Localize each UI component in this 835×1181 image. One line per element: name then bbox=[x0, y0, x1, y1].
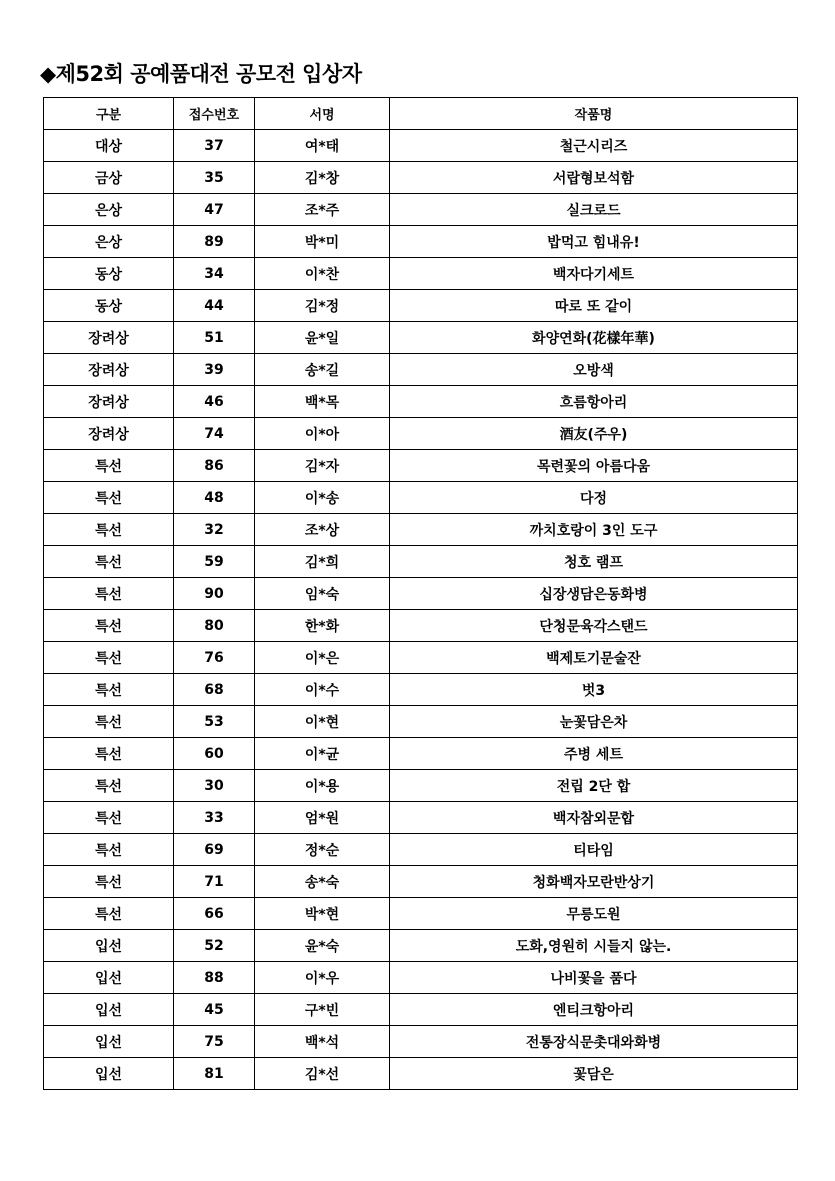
table-row bbox=[44, 1058, 798, 1090]
table-row bbox=[44, 578, 798, 610]
cell-work: 백자참외문합 bbox=[390, 802, 798, 834]
cell-work: 십장생담은동화병 bbox=[390, 578, 798, 610]
cell-number: 52 bbox=[174, 930, 255, 962]
cell-number: 37 bbox=[174, 130, 255, 162]
cell-category: 장려상 bbox=[44, 386, 174, 418]
table-row bbox=[44, 354, 798, 386]
cell-category: 입선 bbox=[44, 994, 174, 1026]
cell-work: 밥먹고 힘내유! bbox=[390, 226, 798, 258]
header-work: 작품명 bbox=[390, 98, 798, 130]
table-row bbox=[44, 546, 798, 578]
cell-work: 전립 2단 합 bbox=[390, 770, 798, 802]
cell-work: 까치호랑이 3인 도구 bbox=[390, 514, 798, 546]
cell-name: 임*숙 bbox=[255, 578, 390, 610]
cell-number: 59 bbox=[174, 546, 255, 578]
cell-number: 74 bbox=[174, 418, 255, 450]
cell-category: 은상 bbox=[44, 226, 174, 258]
cell-number: 81 bbox=[174, 1058, 255, 1090]
cell-number: 60 bbox=[174, 738, 255, 770]
cell-category: 장려상 bbox=[44, 354, 174, 386]
cell-work: 티타임 bbox=[390, 834, 798, 866]
cell-number: 51 bbox=[174, 322, 255, 354]
cell-name: 이*찬 bbox=[255, 258, 390, 290]
cell-work: 서랍형보석함 bbox=[390, 162, 798, 194]
cell-work: 청화백자모란반상기 bbox=[390, 866, 798, 898]
cell-name: 윤*숙 bbox=[255, 930, 390, 962]
cell-name: 박*미 bbox=[255, 226, 390, 258]
table-row bbox=[44, 290, 798, 322]
cell-name: 송*숙 bbox=[255, 866, 390, 898]
cell-category: 특선 bbox=[44, 578, 174, 610]
cell-name: 엄*원 bbox=[255, 802, 390, 834]
cell-number: 71 bbox=[174, 866, 255, 898]
cell-category: 금상 bbox=[44, 162, 174, 194]
cell-name: 김*희 bbox=[255, 546, 390, 578]
header-row bbox=[44, 98, 798, 130]
cell-name: 여*태 bbox=[255, 130, 390, 162]
cell-work: 주병 세트 bbox=[390, 738, 798, 770]
cell-name: 이*은 bbox=[255, 642, 390, 674]
cell-work: 단청문육각스탠드 bbox=[390, 610, 798, 642]
table-row bbox=[44, 930, 798, 962]
header-name: 서명 bbox=[255, 98, 390, 130]
cell-name: 이*균 bbox=[255, 738, 390, 770]
cell-number: 88 bbox=[174, 962, 255, 994]
cell-name: 이*아 bbox=[255, 418, 390, 450]
cell-work: 무릉도원 bbox=[390, 898, 798, 930]
cell-number: 69 bbox=[174, 834, 255, 866]
table-row bbox=[44, 610, 798, 642]
cell-work: 전통장식문촛대와화병 bbox=[390, 1026, 798, 1058]
table-row bbox=[44, 258, 798, 290]
cell-name: 김*정 bbox=[255, 290, 390, 322]
cell-number: 33 bbox=[174, 802, 255, 834]
cell-work: 따로 또 같이 bbox=[390, 290, 798, 322]
cell-name: 이*우 bbox=[255, 962, 390, 994]
cell-category: 특선 bbox=[44, 802, 174, 834]
table-row bbox=[44, 194, 798, 226]
cell-work: 도화,영원히 시들지 않는. bbox=[390, 930, 798, 962]
cell-number: 30 bbox=[174, 770, 255, 802]
table-row bbox=[44, 962, 798, 994]
table-row bbox=[44, 770, 798, 802]
cell-name: 이*용 bbox=[255, 770, 390, 802]
cell-category: 장려상 bbox=[44, 322, 174, 354]
cell-work: 철근시리즈 bbox=[390, 130, 798, 162]
cell-work: 나비꽃을 품다 bbox=[390, 962, 798, 994]
cell-name: 김*자 bbox=[255, 450, 390, 482]
cell-work: 백자다기세트 bbox=[390, 258, 798, 290]
cell-number: 48 bbox=[174, 482, 255, 514]
cell-number: 32 bbox=[174, 514, 255, 546]
cell-category: 입선 bbox=[44, 1026, 174, 1058]
cell-category: 특선 bbox=[44, 546, 174, 578]
cell-work: 목련꽃의 아름다움 bbox=[390, 450, 798, 482]
table-row bbox=[44, 482, 798, 514]
cell-name: 김*선 bbox=[255, 1058, 390, 1090]
cell-category: 은상 bbox=[44, 194, 174, 226]
cell-number: 90 bbox=[174, 578, 255, 610]
cell-category: 특선 bbox=[44, 770, 174, 802]
cell-work: 꽃담은 bbox=[390, 1058, 798, 1090]
table-row bbox=[44, 898, 798, 930]
table-row bbox=[44, 706, 798, 738]
cell-number: 45 bbox=[174, 994, 255, 1026]
cell-name: 이*송 bbox=[255, 482, 390, 514]
table-row bbox=[44, 162, 798, 194]
table-row bbox=[44, 418, 798, 450]
cell-category: 특선 bbox=[44, 706, 174, 738]
header-number: 접수번호 bbox=[174, 98, 255, 130]
table-row bbox=[44, 642, 798, 674]
cell-category: 장려상 bbox=[44, 418, 174, 450]
cell-category: 입선 bbox=[44, 930, 174, 962]
table-header bbox=[44, 98, 798, 130]
cell-number: 76 bbox=[174, 642, 255, 674]
cell-number: 80 bbox=[174, 610, 255, 642]
cell-name: 이*현 bbox=[255, 706, 390, 738]
cell-category: 동상 bbox=[44, 290, 174, 322]
table-row bbox=[44, 866, 798, 898]
cell-category: 동상 bbox=[44, 258, 174, 290]
winners-table bbox=[43, 97, 798, 1090]
cell-number: 44 bbox=[174, 290, 255, 322]
table-row bbox=[44, 738, 798, 770]
cell-category: 특선 bbox=[44, 482, 174, 514]
cell-work: 실크로드 bbox=[390, 194, 798, 226]
cell-number: 34 bbox=[174, 258, 255, 290]
cell-work: 벗3 bbox=[390, 674, 798, 706]
cell-category: 특선 bbox=[44, 898, 174, 930]
page-title: ◆제52회 공예품대전 공모전 입상자 bbox=[40, 62, 362, 86]
cell-name: 정*순 bbox=[255, 834, 390, 866]
cell-work: 백제토기문술잔 bbox=[390, 642, 798, 674]
cell-number: 86 bbox=[174, 450, 255, 482]
cell-number: 46 bbox=[174, 386, 255, 418]
cell-name: 윤*일 bbox=[255, 322, 390, 354]
cell-work: 엔티크항아리 bbox=[390, 994, 798, 1026]
cell-number: 47 bbox=[174, 194, 255, 226]
cell-work: 酒友(주우) bbox=[390, 418, 798, 450]
cell-name: 조*주 bbox=[255, 194, 390, 226]
cell-number: 66 bbox=[174, 898, 255, 930]
table-row bbox=[44, 1026, 798, 1058]
cell-work: 흐름항아리 bbox=[390, 386, 798, 418]
cell-work: 화양연화(花樣年華) bbox=[390, 322, 798, 354]
cell-category: 특선 bbox=[44, 738, 174, 770]
table-row bbox=[44, 450, 798, 482]
cell-name: 한*화 bbox=[255, 610, 390, 642]
cell-work: 눈꽃담은차 bbox=[390, 706, 798, 738]
cell-category: 대상 bbox=[44, 130, 174, 162]
cell-work: 다정 bbox=[390, 482, 798, 514]
table-row bbox=[44, 130, 798, 162]
cell-name: 구*빈 bbox=[255, 994, 390, 1026]
cell-number: 89 bbox=[174, 226, 255, 258]
cell-category: 특선 bbox=[44, 834, 174, 866]
cell-name: 김*창 bbox=[255, 162, 390, 194]
cell-category: 특선 bbox=[44, 450, 174, 482]
header-category: 구분 bbox=[44, 98, 174, 130]
table-row bbox=[44, 674, 798, 706]
cell-category: 입선 bbox=[44, 1058, 174, 1090]
table-row bbox=[44, 322, 798, 354]
table-body bbox=[44, 130, 798, 1090]
cell-category: 특선 bbox=[44, 514, 174, 546]
cell-name: 백*목 bbox=[255, 386, 390, 418]
cell-category: 입선 bbox=[44, 962, 174, 994]
cell-name: 조*상 bbox=[255, 514, 390, 546]
cell-name: 이*수 bbox=[255, 674, 390, 706]
table-row bbox=[44, 386, 798, 418]
cell-number: 53 bbox=[174, 706, 255, 738]
cell-category: 특선 bbox=[44, 610, 174, 642]
table-row bbox=[44, 834, 798, 866]
cell-number: 68 bbox=[174, 674, 255, 706]
table-row bbox=[44, 802, 798, 834]
cell-number: 75 bbox=[174, 1026, 255, 1058]
cell-work: 청호 램프 bbox=[390, 546, 798, 578]
cell-number: 35 bbox=[174, 162, 255, 194]
cell-number: 39 bbox=[174, 354, 255, 386]
table-row bbox=[44, 226, 798, 258]
cell-category: 특선 bbox=[44, 642, 174, 674]
cell-category: 특선 bbox=[44, 674, 174, 706]
cell-name: 송*길 bbox=[255, 354, 390, 386]
cell-category: 특선 bbox=[44, 866, 174, 898]
table-row bbox=[44, 994, 798, 1026]
cell-work: 오방색 bbox=[390, 354, 798, 386]
cell-name: 박*현 bbox=[255, 898, 390, 930]
cell-name: 백*석 bbox=[255, 1026, 390, 1058]
table-row bbox=[44, 514, 798, 546]
